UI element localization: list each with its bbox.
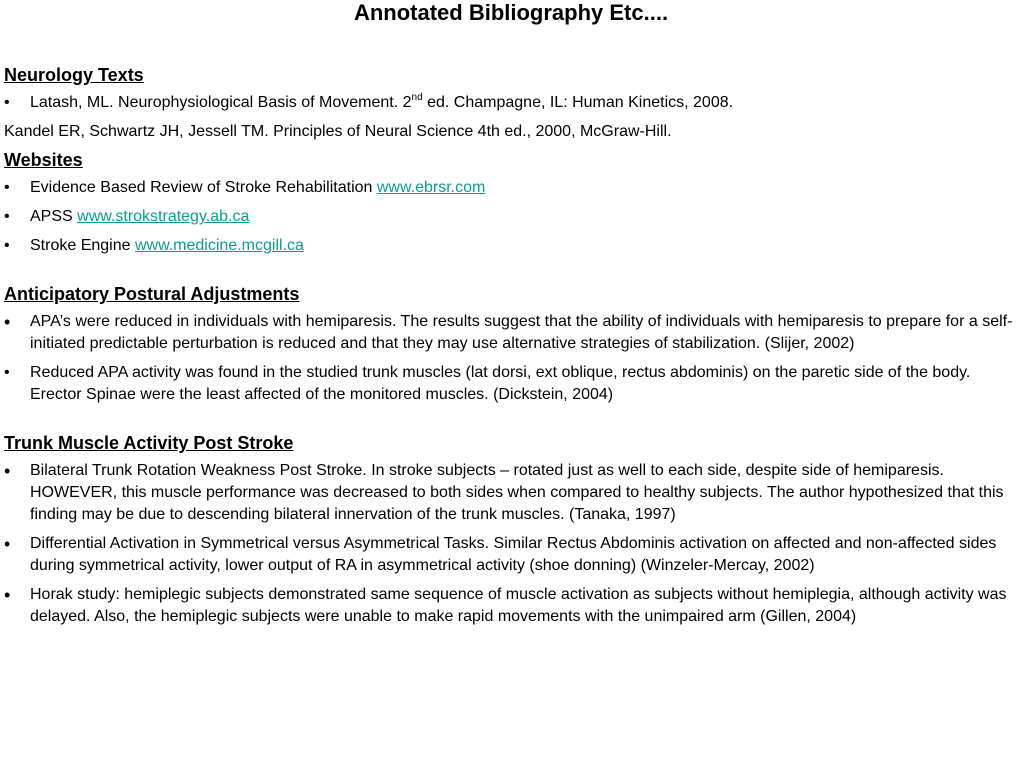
link-medicine-mcgill[interactable]: www.medicine.mcgill.ca — [134, 237, 304, 254]
bullet-glyph: • — [4, 179, 10, 196]
apa-text-2: Reduced APA activity was found in the studied trunk muscles (lat dorsi, ext oblique, rectus abdominis) on the paretic side of the body. Erector Spinae were the least affected of the monitored muscles. (Dickstein, 2004) — [30, 364, 971, 403]
list-item-website-ebrsr — [4, 177, 1018, 199]
link-strokstrategy[interactable]: www.strokstrategy.ab.ca — [77, 208, 250, 225]
website-label: APSS — [30, 208, 78, 225]
list-item-trunk-3 — [4, 584, 1018, 628]
list-item-website-stroke-engine — [4, 235, 1018, 257]
heading-trunk-muscle-activity: Trunk Muscle Activity Post Stroke — [4, 433, 294, 453]
list-item-latash — [4, 92, 1018, 114]
bullet-glyph: • — [4, 534, 11, 554]
trunk-text-2: Differential Activation in Symmetrical versus Asymmetrical Tasks. Similar Rectus Abdominis activation on affected and non-affected sides during symmetrical activity, lower output of RA in asymmetrical activity (shoe donning) (Winzeler-Mercay, 2002) — [30, 535, 997, 574]
list-item-apa-2 — [4, 362, 1018, 406]
website-label: Stroke Engine — [30, 237, 135, 254]
list-item-trunk-1 — [4, 460, 1018, 526]
list-item-trunk-2 — [4, 533, 1018, 577]
heading-anticipatory-postural-adjustments: Anticipatory Postural Adjustments — [4, 284, 300, 304]
apa-text-1: APA’s were reduced in individuals with hemiparesis. The results suggest that the ability of individuals with hemiparesis to prepare for a self-initiated predictable perturbation is reduced and that they may use alternative strategies of stabilization. (Slijer, 2002) — [30, 313, 1013, 352]
website-label: Evidence Based Review of Stroke Rehabilitation — [30, 179, 377, 196]
bullet-glyph: • — [4, 312, 11, 332]
latash-superscript: nd — [411, 92, 423, 103]
bullet-glyph: • — [4, 208, 10, 225]
latash-text: Latash, ML. Neurophysiological Basis of Movement. 2 — [30, 94, 412, 111]
bullet-glyph: • — [4, 237, 10, 254]
bullet-glyph: • — [4, 585, 11, 605]
latash-text-end: ed. Champagne, IL: Human Kinetics, 2008. — [422, 94, 734, 111]
trunk-text-3: Horak study: hemiplegic subjects demonstrated same sequence of muscle activation as subjects without hemiplegia, although activity was delayed. Also, the hemiplegic subjects were unable to make rapid movements with the unimpaired arm (Gillen, 2004) — [30, 586, 1007, 625]
bullet-glyph: • — [4, 461, 11, 481]
bullet-glyph: • — [4, 94, 10, 111]
heading-websites: Websites — [4, 150, 83, 170]
list-item-apa-1 — [4, 311, 1018, 355]
kandel-reference: Kandel ER, Schwartz JH, Jessell TM. Principles of Neural Science 4th ed., 2000, McGraw-Hill. — [4, 123, 672, 140]
link-ebrsr[interactable]: www.ebrsr.com — [376, 179, 486, 196]
list-item-website-apss — [4, 206, 1018, 228]
trunk-text-1: Bilateral Trunk Rotation Weakness Post Stroke. In stroke subjects – rotated just as well to each side, despite side of hemiparesis. HOWEVER, this muscle performance was decreased to both sides when compared to healthy subjects. The author hypothesized that this finding may be due to descending bilateral innervation of the trunk muscles. (Tanaka, 1997) — [30, 462, 1004, 523]
heading-neurology-texts: Neurology Texts — [4, 65, 144, 85]
bullet-glyph: • — [4, 364, 10, 381]
page-title: Annotated Bibliography Etc.... — [353, 0, 669, 25]
